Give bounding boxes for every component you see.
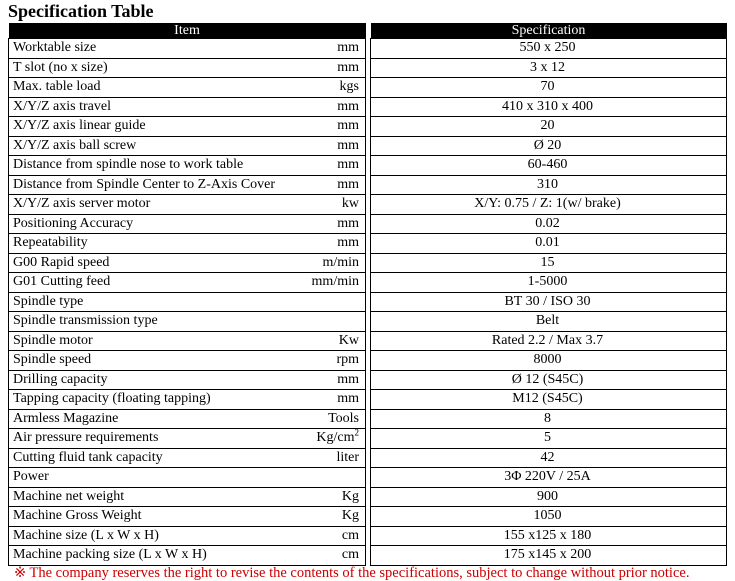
table-row: [9, 468, 727, 488]
item-cell: X/Y/Z axis ball screw: [9, 136, 305, 156]
item-cell: X/Y/Z axis linear guide: [9, 117, 305, 137]
table-row: [9, 195, 727, 215]
item-cell: Distance from Spindle Center to Z-Axis Cover: [9, 175, 305, 195]
item-cell: Repeatability: [9, 234, 305, 254]
table-row: [9, 156, 727, 176]
item-cell: Machine packing size (L x W x H): [9, 546, 305, 566]
item-cell: Air pressure requirements: [9, 429, 305, 449]
table-row: [9, 487, 727, 507]
unit-cell: liter: [305, 448, 366, 468]
spec-cell: X/Y: 0.75 / Z: 1(w/ brake): [371, 195, 727, 215]
unit-cell: mm/min: [305, 273, 366, 293]
table-row: [9, 429, 727, 449]
spec-cell: 1-5000: [371, 273, 727, 293]
table-row: [9, 58, 727, 78]
spec-cell: 3 x 12: [371, 58, 727, 78]
item-cell: Max. table load: [9, 78, 305, 98]
table-row: [9, 331, 727, 351]
item-header: Item: [9, 23, 366, 39]
spec-cell: 900: [371, 487, 727, 507]
item-cell: Power: [9, 468, 305, 488]
item-cell: Cutting fluid tank capacity: [9, 448, 305, 468]
table-row: [9, 78, 727, 98]
unit-cell: mm: [305, 175, 366, 195]
unit-cell: [305, 292, 366, 312]
item-cell: Spindle motor: [9, 331, 305, 351]
specification-header: Specification: [371, 23, 727, 39]
table-row: [9, 234, 727, 254]
spec-table: [8, 23, 727, 566]
table-row: [9, 136, 727, 156]
item-cell: Positioning Accuracy: [9, 214, 305, 234]
unit-cell: kw: [305, 195, 366, 215]
unit-cell: mm: [305, 58, 366, 78]
table-row: [9, 214, 727, 234]
table-row: [9, 507, 727, 527]
table-row: [9, 409, 727, 429]
unit-cell: Tools: [305, 409, 366, 429]
spec-cell: Belt: [371, 312, 727, 332]
table-row: [9, 546, 727, 566]
spec-body: [9, 39, 727, 566]
unit-cell: mm: [305, 234, 366, 254]
item-cell: X/Y/Z axis server motor: [9, 195, 305, 215]
spec-cell: BT 30 / ISO 30: [371, 292, 727, 312]
spec-cell: 0.01: [371, 234, 727, 254]
item-cell: T slot (no x size): [9, 58, 305, 78]
spec-cell: 70: [371, 78, 727, 98]
item-cell: Distance from spindle nose to work table: [9, 156, 305, 176]
unit-cell: [305, 468, 366, 488]
unit-cell: mm: [305, 39, 366, 59]
page-title: Specification Table: [8, 1, 154, 21]
item-cell: Armless Magazine: [9, 409, 305, 429]
item-cell: Machine Gross Weight: [9, 507, 305, 527]
unit-cell: cm: [305, 526, 366, 546]
item-cell: Spindle speed: [9, 351, 305, 371]
table-row: [9, 292, 727, 312]
unit-text: Kg/cm: [316, 430, 355, 446]
spec-cell: 155 x125 x 180: [371, 526, 727, 546]
spec-cell: 8000: [371, 351, 727, 371]
unit-cell: kgs: [305, 78, 366, 98]
unit-cell: mm: [305, 214, 366, 234]
spec-cell: 20: [371, 117, 727, 137]
unit-cell: Kg: [305, 487, 366, 507]
unit-cell: rpm: [305, 351, 366, 371]
table-row: [9, 273, 727, 293]
table-row: [9, 448, 727, 468]
unit-cell: mm: [305, 117, 366, 137]
unit-superscript: 2: [354, 428, 359, 438]
unit-cell: Kw: [305, 331, 366, 351]
header-row: [9, 23, 727, 39]
item-cell: G00 Rapid speed: [9, 253, 305, 273]
item-cell: G01 Cutting feed: [9, 273, 305, 293]
spec-cell: M12 (S45C): [371, 390, 727, 410]
table-row: [9, 312, 727, 332]
spec-cell: 310: [371, 175, 727, 195]
spec-cell: 60-460: [371, 156, 727, 176]
unit-cell: mm: [305, 156, 366, 176]
spec-cell: 550 x 250: [371, 39, 727, 59]
table-row: [9, 175, 727, 195]
item-cell: X/Y/Z axis travel: [9, 97, 305, 117]
unit-cell: mm: [305, 370, 366, 390]
table-row: [9, 370, 727, 390]
spec-cell: 0.02: [371, 214, 727, 234]
item-cell: Drilling capacity: [9, 370, 305, 390]
spec-cell: Ø 12 (S45C): [371, 370, 727, 390]
spec-cell: 1050: [371, 507, 727, 527]
table-row: [9, 390, 727, 410]
unit-cell: m/min: [305, 253, 366, 273]
table-row: [9, 526, 727, 546]
table-row: [9, 97, 727, 117]
spec-cell: 175 x145 x 200: [371, 546, 727, 566]
item-cell: Tapping capacity (floating tapping): [9, 390, 305, 410]
table-row: [9, 39, 727, 59]
table-row: [9, 117, 727, 137]
unit-cell: [305, 312, 366, 332]
unit-cell: mm: [305, 136, 366, 156]
disclaimer-note: ※ The company reserves the right to revise the contents of the specifications, subject to change without prior notice.: [14, 565, 690, 581]
item-cell: Machine size (L x W x H): [9, 526, 305, 546]
spec-cell: Rated 2.2 / Max 3.7: [371, 331, 727, 351]
spec-cell: 5: [371, 429, 727, 449]
item-cell: Worktable size: [9, 39, 305, 59]
unit-cell: mm: [305, 97, 366, 117]
item-cell: Machine net weight: [9, 487, 305, 507]
item-cell: Spindle transmission type: [9, 312, 305, 332]
unit-cell: [305, 429, 366, 449]
spec-cell: 410 x 310 x 400: [371, 97, 727, 117]
table-row: [9, 253, 727, 273]
unit-cell: mm: [305, 390, 366, 410]
spec-cell: 8: [371, 409, 727, 429]
spec-cell: 3Φ 220V / 25A: [371, 468, 727, 488]
unit-cell: cm: [305, 546, 366, 566]
unit-cell: Kg: [305, 507, 366, 527]
table-row: [9, 351, 727, 371]
spec-cell: 15: [371, 253, 727, 273]
spec-cell: 42: [371, 448, 727, 468]
item-cell: Spindle type: [9, 292, 305, 312]
spec-cell: Ø 20: [371, 136, 727, 156]
